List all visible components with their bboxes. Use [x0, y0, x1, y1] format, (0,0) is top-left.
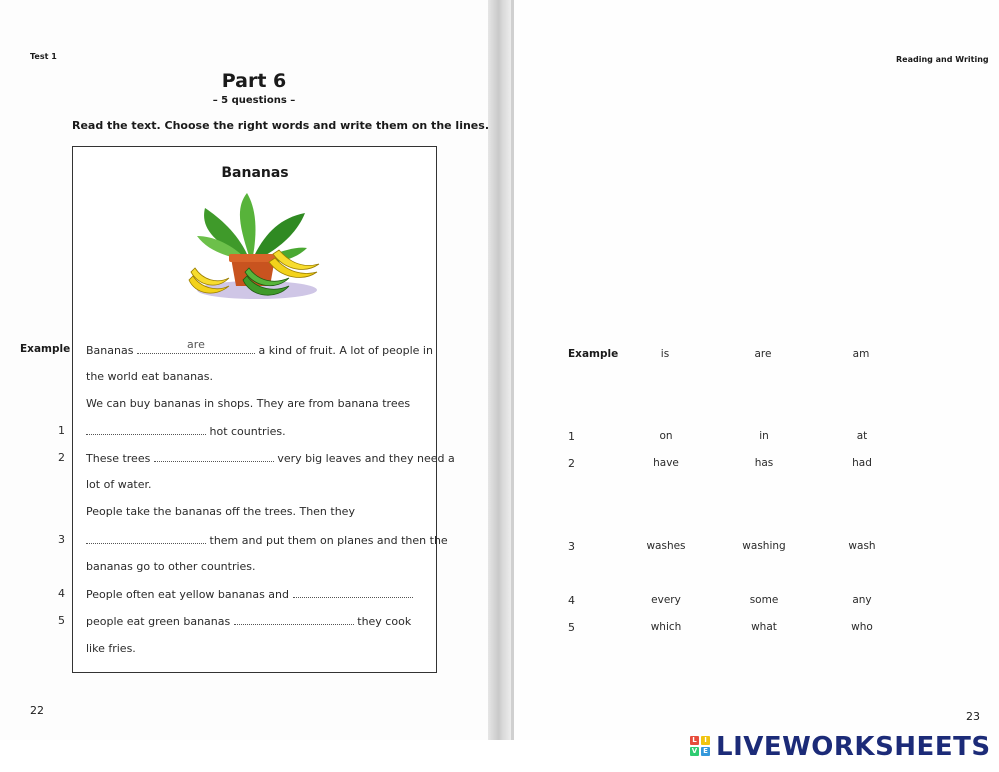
- option[interactable]: who: [851, 621, 873, 633]
- text-line: like fries.: [86, 642, 136, 655]
- text-line: bananas go to other countries.: [86, 560, 256, 573]
- question-number: 4: [58, 587, 65, 600]
- question-number: 3: [58, 533, 65, 546]
- answer-blank-2[interactable]: [154, 451, 274, 462]
- option[interactable]: which: [650, 621, 682, 633]
- text-line: We can buy bananas in shops. They are from banana trees: [86, 397, 411, 410]
- question-5-line: [86, 614, 411, 628]
- option[interactable]: washes: [646, 540, 686, 552]
- text-fragment: These trees: [86, 452, 151, 465]
- instructions: Read the text. Choose the right words and write them on the lines.: [72, 119, 489, 132]
- text-fragment: a kind of fruit. A lot of people in: [258, 344, 433, 357]
- text-fragment: hot countries.: [209, 425, 286, 438]
- example-label-right: Example: [568, 348, 619, 360]
- brand-name: LIVEWORKSHEETS: [716, 732, 991, 762]
- option-row-number: 3: [568, 540, 575, 553]
- example-label: Example: [20, 343, 71, 355]
- banana-plant-image: [185, 188, 325, 306]
- option[interactable]: had: [852, 457, 872, 469]
- answer-blank-4[interactable]: [293, 587, 413, 598]
- text-line: People take the bananas off the trees. Then they: [86, 505, 355, 518]
- option[interactable]: on: [659, 430, 673, 442]
- text-fragment: Bananas: [86, 344, 134, 357]
- text-fragment: them and put them on planes and then the: [209, 534, 448, 547]
- question-1-line: [86, 424, 286, 438]
- box-title: Bananas: [221, 165, 289, 181]
- question-number: 5: [58, 614, 65, 627]
- example-blank: [137, 338, 255, 354]
- option[interactable]: every: [651, 594, 681, 606]
- logo-squares-icon: [690, 736, 712, 758]
- part-subtitle: – 5 questions –: [212, 95, 296, 106]
- question-number: 2: [58, 451, 65, 464]
- example-option: am: [852, 348, 870, 360]
- logo-square: I: [701, 736, 710, 745]
- option[interactable]: in: [759, 430, 769, 442]
- option[interactable]: at: [856, 430, 868, 442]
- question-3-line: [86, 533, 448, 547]
- part-title: Part 6: [221, 70, 287, 92]
- example-line: [86, 338, 433, 357]
- question-2-line: [86, 451, 455, 465]
- answer-blank-1[interactable]: [86, 424, 206, 435]
- test-header: Test 1: [30, 52, 57, 61]
- text-fragment: very big leaves and they need a: [277, 452, 455, 465]
- example-option: is: [660, 348, 670, 360]
- page-number-right: 23: [966, 710, 980, 723]
- option[interactable]: have: [653, 457, 679, 469]
- example-answer: are: [187, 338, 205, 351]
- question-4-line: [86, 587, 413, 601]
- option[interactable]: any: [852, 594, 872, 606]
- text-line: lot of water.: [86, 478, 152, 491]
- option-row-number: 1: [568, 430, 575, 443]
- logo-square: E: [701, 747, 710, 756]
- question-number: 1: [58, 424, 65, 437]
- option[interactable]: what: [751, 621, 777, 633]
- option[interactable]: wash: [848, 540, 876, 552]
- book-gutter: [488, 0, 512, 740]
- option-row-number: 5: [568, 621, 575, 634]
- answer-blank-5[interactable]: [234, 614, 354, 625]
- option[interactable]: has: [754, 457, 774, 469]
- page-number-left: 22: [30, 704, 44, 717]
- logo-square: V: [691, 747, 698, 755]
- section-header: Reading and Writing: [896, 55, 989, 64]
- text-line: the world eat bananas.: [86, 370, 214, 383]
- option[interactable]: some: [749, 594, 779, 606]
- option[interactable]: washing: [742, 540, 786, 552]
- option-row-number: 2: [568, 457, 575, 470]
- logo-square: L: [690, 736, 699, 745]
- text-fragment: they cook: [357, 615, 412, 628]
- answer-blank-3[interactable]: [86, 533, 206, 544]
- text-fragment: people eat green bananas: [86, 615, 231, 628]
- text-fragment: People often eat yellow bananas and: [86, 588, 290, 601]
- example-option: are: [754, 348, 772, 360]
- option-row-number: 4: [568, 594, 575, 607]
